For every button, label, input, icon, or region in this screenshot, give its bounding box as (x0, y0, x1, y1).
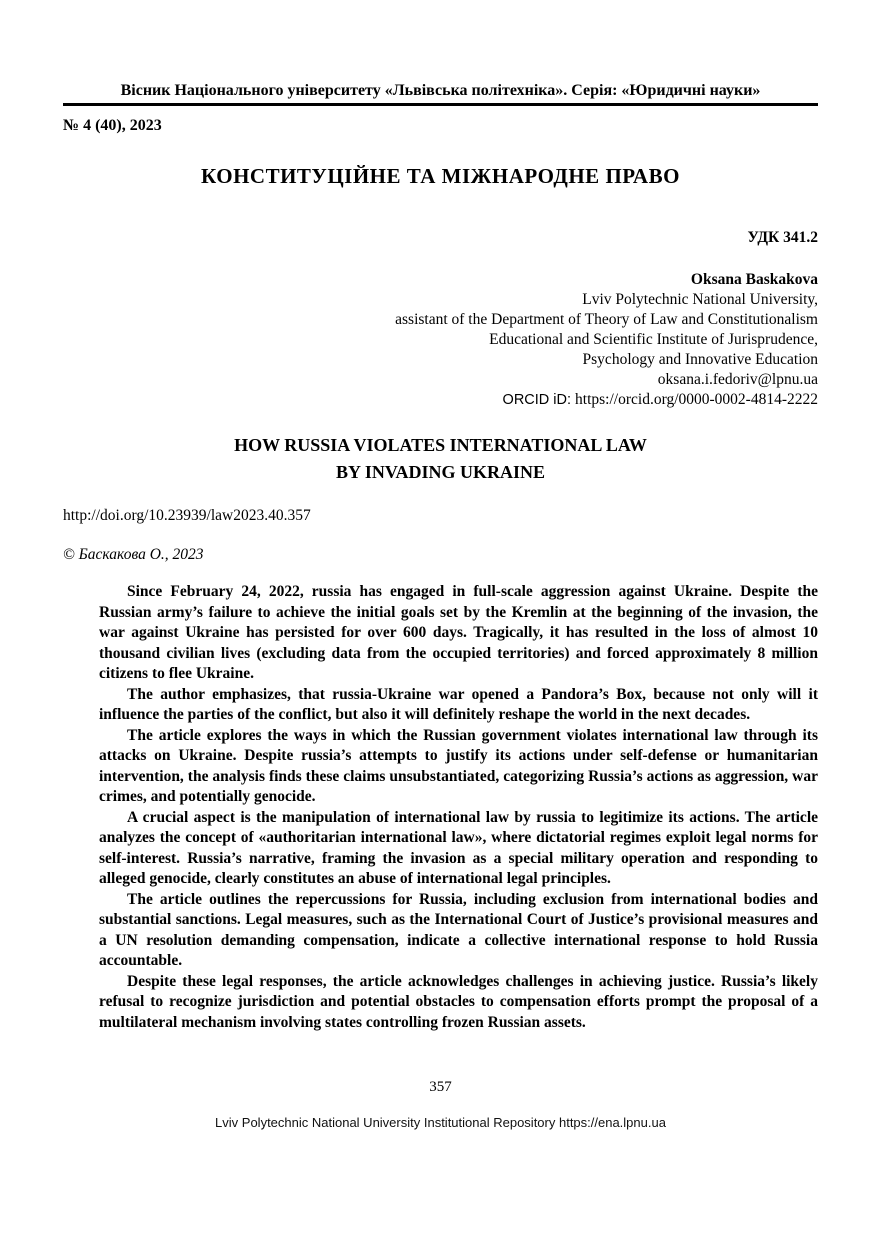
orcid-line (63, 390, 818, 410)
author-affiliation-line: Educational and Scientific Institute of Jurisprudence, (489, 331, 818, 348)
abstract-paragraph: Since February 24, 2022, russia has engaged in full-scale aggression against Ukraine. Despite the Russian army’s failure to achieve the initial goals set by the Kremlin at the beginning of the invasion, the war against Ukraine has persisted for over 600 days. Tragically, it has resulted in the loss of almost 10 thousand civilian lives (excluding data from the occupied territories) and forced approximately 8 million citizens to flee Ukraine. (99, 583, 818, 682)
author-affiliation-line: Psychology and Innovative Education (582, 351, 818, 368)
udc-code: УДК 341.2 (747, 229, 818, 246)
abstract-paragraph: The article explores the ways in which the Russian government violates international law through its attacks on Ukraine. Despite russia’s attempts to justify its actions under self-defense or humanitarian intervention, the analysis finds these claims unsubstantiated, categorizing Russia’s actions as aggression, war crimes, and potentially genocide. (99, 726, 818, 805)
author-block (63, 270, 818, 410)
author-email: oksana.i.fedoriv@lpnu.ua (657, 371, 818, 388)
author-name: Oksana Baskakova (690, 271, 818, 288)
repository-footer: Lviv Polytechnic National University Institutional Repository https://ena.lpnu.ua (215, 1115, 666, 1130)
abstract-paragraph: A crucial aspect is the manipulation of international law by russia to legitimize its actions. The article analyzes the concept of «authoritarian international law», where dictatorial regimes exploit legal norms for self-interest. Russia’s narrative, framing the invasion as a special military operation and responding to alleged genocide, clearly constitutes an abuse of international legal principles. (99, 808, 818, 887)
doi-link: http://doi.org/10.23939/law2023.40.357 (63, 507, 311, 524)
copyright-notice: © Баскакова О., 2023 (63, 546, 204, 563)
article-title (63, 432, 818, 486)
article-title-line1: HOW RUSSIA VIOLATES INTERNATIONAL LAW (234, 435, 647, 455)
journal-header: Вісник Національного університету «Львівська політехніка». Серія: «Юридичні науки» (120, 82, 761, 99)
abstract (99, 582, 818, 1033)
section-title: КОНСТИТУЦІЙНЕ ТА МІЖНАРОДНЕ ПРАВО (201, 164, 680, 188)
orcid-url: https://orcid.org/0000-0002-4814-2222 (575, 391, 818, 408)
abstract-paragraph: Despite these legal responses, the article acknowledges challenges in achieving justice. Russia’s likely refusal to recognize jurisdiction and potential obstacles to compensation efforts prompt the proposal of a multilateral mechanism involving states controlling frozen Russian assets. (99, 972, 818, 1031)
author-affiliation-line: Lviv Polytechnic National University, (582, 291, 818, 308)
orcid-label: ORCID iD: (502, 392, 572, 408)
article-title-line2: BY INVADING UKRAINE (335, 462, 546, 482)
abstract-paragraph: The author emphasizes, that russia-Ukraine war opened a Pandora’s Box, because not only will it influence the parties of the conflict, but also it will definitely reshape the world in the next decades. (99, 685, 818, 723)
abstract-paragraph: The article outlines the repercussions for Russia, including exclusion from international bodies and substantial sanctions. Legal measures, such as the International Court of Justice’s provisional measures and a UN resolution demanding compensation, indicate a collective international response to hold Russia accountable. (99, 890, 818, 969)
issue-number: № 4 (40), 2023 (63, 117, 162, 134)
page-number: 357 (429, 1079, 452, 1095)
header-rule (63, 103, 818, 106)
author-affiliation-line: assistant of the Department of Theory of Law and Constitutionalism (395, 311, 818, 328)
